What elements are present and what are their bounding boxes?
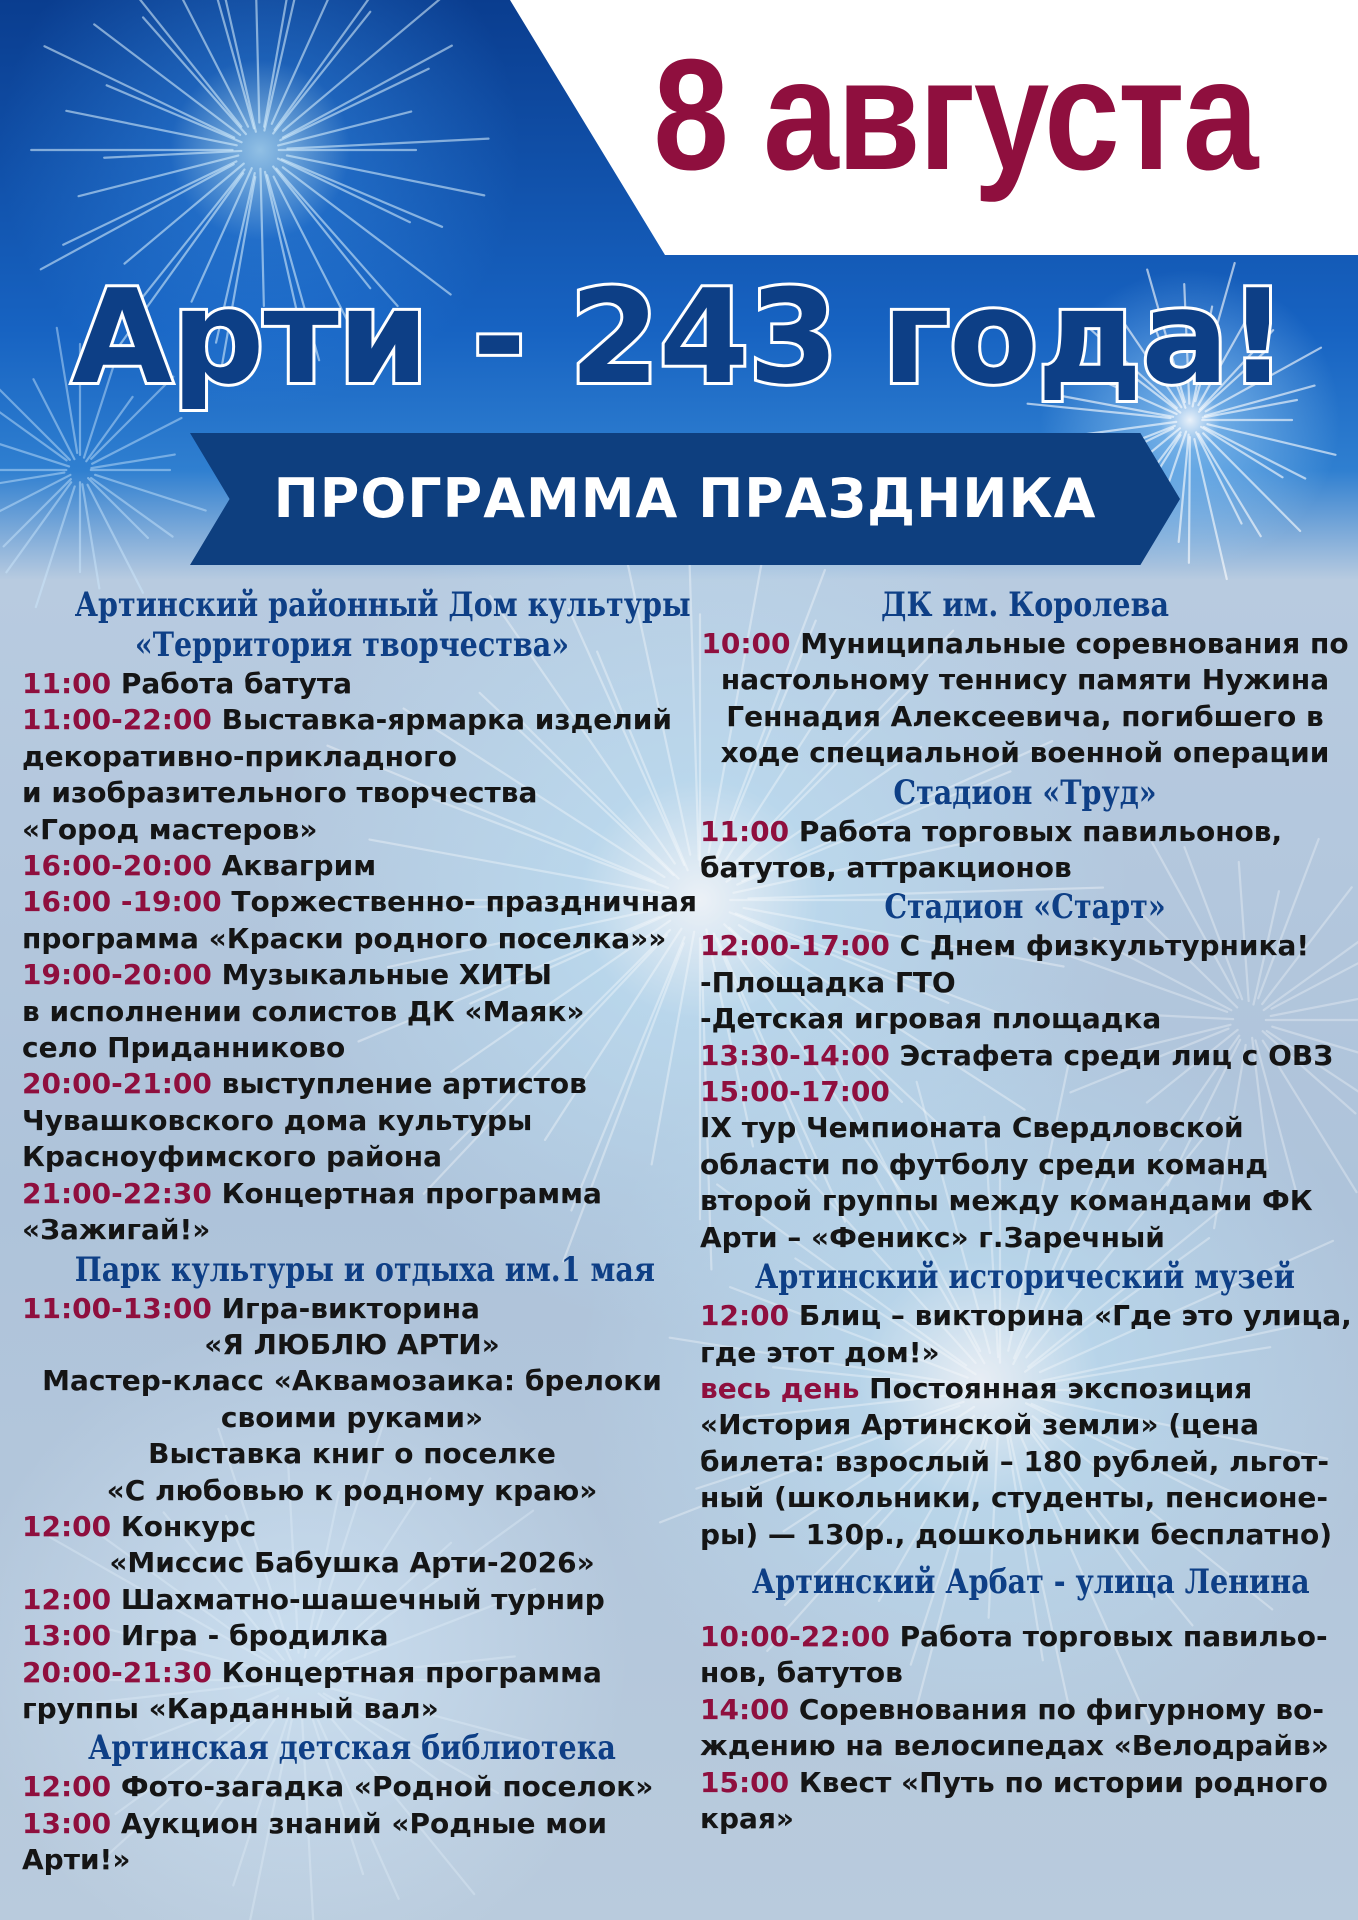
event-text: ждению на велосипедах «Велодрайв» — [700, 1729, 1329, 1763]
program-ribbon-label: ПРОГРАММА ПРАЗДНИКА — [273, 467, 1097, 530]
schedule-line — [700, 850, 1350, 886]
event-time: 10:00 — [701, 627, 791, 660]
event-text: Мастер-класс «Аквамозаика: брелоки — [42, 1364, 662, 1398]
schedule-line — [22, 666, 682, 702]
venue-title: Парк культуры и отдыха им.1 мая — [74, 1249, 655, 1290]
schedule-line — [700, 1728, 1350, 1764]
schedule-line — [22, 1509, 682, 1545]
schedule-line — [700, 1074, 1350, 1110]
event-text: Выставка-ярмарка изделий — [211, 703, 672, 737]
event-time: 11:00-13:00 — [22, 1291, 212, 1325]
event-text: «С любовью к родному краю» — [106, 1473, 598, 1507]
event-text: ры) — 130р., дошкольники бесплатно) — [700, 1517, 1333, 1551]
schedule-line — [22, 1691, 682, 1727]
schedule-line — [22, 1436, 682, 1472]
event-text: «Город мастеров» — [22, 812, 318, 846]
schedule-line — [700, 965, 1350, 1001]
venue-title: Артинский районный Дом культуры — [74, 585, 691, 625]
schedule-line — [22, 1473, 682, 1509]
event-text: Работа батута — [111, 667, 353, 700]
venue-title: ДК им. Королева — [881, 585, 1169, 625]
schedule-line — [700, 1619, 1350, 1655]
schedule-line — [700, 1183, 1350, 1219]
event-time: 13:00 — [22, 1619, 112, 1653]
event-text: Муниципальные соревнования по — [790, 627, 1349, 660]
event-text: Концертная программа — [211, 1176, 602, 1210]
schedule-line — [22, 1545, 682, 1581]
schedule-line — [22, 1066, 682, 1102]
event-text: IX тур Чемпионата Свердловской — [700, 1111, 1244, 1145]
event-text: Игра - бродилка — [111, 1619, 389, 1653]
event-time: 15:00 — [700, 1765, 790, 1799]
event-text: билета: взрослый – 180 рублей, льгот- — [700, 1444, 1330, 1478]
schedule-line — [700, 1444, 1350, 1480]
event-text: Шахматно-шашечный турнир — [111, 1582, 605, 1616]
event-text: Игра-викторина — [211, 1291, 480, 1325]
event-text: Фото-загадка «Родной поселок» — [111, 1770, 654, 1804]
schedule-line — [22, 957, 682, 993]
schedule-line — [700, 735, 1350, 771]
event-text: Аквагрим — [211, 849, 377, 883]
event-text: декоративно-прикладного — [22, 739, 458, 773]
schedule-line — [700, 1298, 1350, 1334]
event-text: ный (школьники, студенты, пенсионе- — [700, 1481, 1329, 1515]
schedule-line — [22, 1212, 682, 1248]
event-time: 12:00 — [22, 1582, 112, 1616]
schedule-line — [22, 1327, 682, 1363]
schedule-line — [22, 1139, 682, 1175]
venue-title: Артинский исторический музей — [755, 1257, 1295, 1298]
event-time: 12:00-17:00 — [700, 929, 890, 963]
venue-title: Стадион «Труд» — [893, 772, 1157, 813]
event-text: ходе специальной военной операции — [720, 736, 1330, 770]
event-text: Арти!» — [22, 1843, 131, 1877]
event-text: Эстафета среди лиц с ОВЗ — [889, 1038, 1334, 1072]
schedule-line — [700, 1110, 1350, 1146]
event-text: Квест «Путь по истории родного — [789, 1765, 1328, 1799]
event-text: Красноуфимского района — [22, 1140, 443, 1174]
schedule-line — [22, 702, 682, 738]
schedule-line — [22, 1842, 682, 1878]
schedule-line — [700, 1692, 1350, 1728]
right-column — [700, 584, 1350, 1837]
event-text: Постоянная экспозиция — [859, 1371, 1253, 1405]
event-text: Музыкальные ХИТЫ — [211, 958, 552, 992]
schedule-list — [22, 1769, 682, 1878]
event-time: весь день — [700, 1371, 860, 1405]
event-text: в исполнении солистов ДК «Маяк» — [22, 994, 585, 1028]
event-time: 15:00-17:00 — [700, 1075, 890, 1109]
schedule-line — [700, 1655, 1350, 1691]
event-text: Конкурс — [111, 1509, 257, 1543]
event-text: батутов, аттракционов — [700, 851, 1072, 885]
schedule-line — [22, 1291, 682, 1327]
schedule-line — [22, 884, 698, 920]
event-text: выступление артистов — [211, 1067, 587, 1101]
event-time: 16:00-20:00 — [22, 849, 212, 883]
schedule-line — [700, 1517, 1350, 1553]
schedule-line — [22, 1400, 682, 1436]
event-text: Торжественно- праздничная — [221, 885, 698, 919]
event-time: 13:30-14:00 — [700, 1038, 890, 1072]
event-text: нов, батутов — [700, 1656, 903, 1690]
schedule-line — [700, 1480, 1350, 1516]
event-text: Выставка книг о поселке — [148, 1437, 556, 1471]
schedule-list — [22, 1291, 682, 1728]
event-text: Блиц – викторина «Где это улица, — [789, 1299, 1352, 1333]
event-text: края» — [700, 1801, 795, 1835]
schedule-line — [22, 1582, 682, 1618]
schedule-list — [700, 626, 1350, 772]
schedule-line — [700, 1371, 1350, 1407]
event-time: 11:00-22:00 — [22, 703, 212, 737]
schedule-line — [22, 1806, 682, 1842]
schedule-list — [700, 1298, 1350, 1553]
schedule-line — [700, 1801, 1350, 1837]
event-time: 12:00 — [22, 1509, 112, 1543]
event-time: 11:00 — [700, 814, 790, 848]
event-text: настольному теннису памяти Нужина — [720, 663, 1330, 697]
event-time: 14:00 — [700, 1692, 790, 1726]
venue-title: Стадион «Старт» — [884, 887, 1166, 928]
event-time: 10:00-22:00 — [700, 1619, 890, 1653]
event-text: «Зажигай!» — [22, 1213, 211, 1247]
schedule-line — [22, 775, 682, 811]
event-text: С Днем физкультурника! — [889, 929, 1310, 963]
schedule-line — [22, 812, 682, 848]
schedule-list — [700, 1619, 1350, 1837]
event-time: 21:00-22:30 — [22, 1176, 212, 1210]
schedule-line — [22, 921, 682, 957]
event-time: 12:00 — [700, 1299, 790, 1333]
event-text: группы «Карданный вал» — [22, 1691, 439, 1725]
venue-title: Артинская детская библиотека — [88, 1728, 616, 1769]
schedule-line — [700, 699, 1350, 735]
schedule-line — [700, 1335, 1350, 1371]
venue-subtitle: «Территория творчества» — [134, 625, 570, 665]
venue-title: Артинский Арбат - улица Ленина — [752, 1561, 1310, 1602]
event-text: где этот дом!» — [700, 1335, 940, 1369]
event-text: программа «Краски родного поселка»» — [22, 921, 667, 955]
date-title: 8 августа — [653, 27, 1257, 203]
schedule-line — [700, 1147, 1350, 1183]
main-title: Арти - 243 года! — [71, 261, 1287, 413]
schedule-line — [22, 1655, 682, 1691]
event-text: Арти – «Феникс» г.Заречный — [700, 1220, 1165, 1254]
event-text: Аукцион знаний «Родные мои — [111, 1806, 607, 1840]
schedule-line — [22, 994, 682, 1030]
event-text: «Миссис Бабушка Арти-2026» — [109, 1546, 595, 1580]
schedule-list — [700, 928, 1350, 1256]
event-text: и изобразительного творчества — [22, 776, 538, 810]
event-text: «История Артинской земли» (цена — [700, 1408, 1259, 1442]
event-text: -Площадка ГТО — [700, 965, 956, 999]
schedule-line — [700, 662, 1350, 698]
event-text: области по футболу среди команд — [700, 1147, 1268, 1181]
schedule-line — [22, 1769, 682, 1805]
schedule-line — [22, 1618, 682, 1654]
event-time: 16:00 -19:00 — [22, 885, 222, 919]
schedule-line — [700, 1220, 1350, 1256]
schedule-line — [700, 1038, 1350, 1074]
event-text: Геннадия Алексеевича, погибшего в — [726, 699, 1324, 733]
schedule-line — [22, 1030, 682, 1066]
event-time: 20:00-21:00 — [22, 1067, 212, 1101]
schedule-line — [700, 928, 1350, 964]
schedule-line — [22, 1103, 682, 1139]
schedule-line — [700, 1407, 1350, 1443]
schedule-list — [22, 666, 698, 1249]
schedule-line — [700, 1001, 1350, 1037]
left-column — [22, 584, 698, 1879]
schedule-line — [700, 814, 1350, 850]
event-time: 11:00 — [22, 667, 112, 700]
event-text: -Детская игровая площадка — [700, 1002, 1162, 1036]
event-text: «Я ЛЮБЛЮ АРТИ» — [204, 1327, 500, 1361]
event-text: Чувашковского дома культуры — [22, 1103, 533, 1137]
event-time: 19:00-20:00 — [22, 958, 212, 992]
schedule-list — [700, 814, 1350, 887]
event-text: Соревнования по фигурному во- — [789, 1692, 1325, 1726]
event-text: село Приданниково — [22, 1031, 346, 1065]
schedule-line — [700, 626, 1350, 662]
event-text: своими руками» — [220, 1400, 484, 1434]
schedule-line — [22, 1363, 682, 1399]
event-time: 20:00-21:30 — [22, 1655, 212, 1689]
event-text: второй группы между командами ФК — [700, 1184, 1313, 1218]
schedule-line — [22, 739, 682, 775]
event-text: Работа торговых павильо- — [889, 1619, 1328, 1653]
event-time: 12:00 — [22, 1770, 112, 1804]
schedule-line — [22, 848, 682, 884]
schedule-line — [22, 1176, 682, 1212]
schedule-line — [700, 1765, 1350, 1801]
event-text: Концертная программа — [211, 1655, 602, 1689]
event-text: Работа торговых павильонов, — [789, 814, 1283, 848]
event-time: 13:00 — [22, 1806, 112, 1840]
